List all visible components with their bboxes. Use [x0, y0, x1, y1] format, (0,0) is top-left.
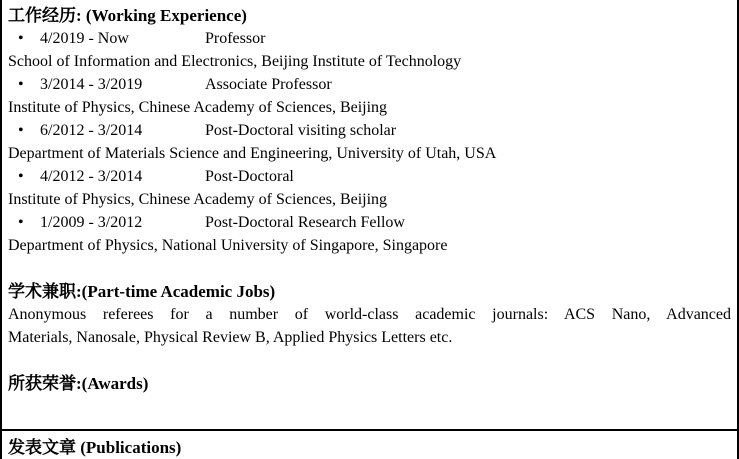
entry-date: 3/2014 - 3/2019: [40, 76, 143, 93]
entry-bullet: •: [18, 76, 24, 93]
parttime-jobs-heading: 学术兼职:(Part-time Academic Jobs): [8, 282, 276, 301]
experience-entry: [8, 73, 731, 96]
experience-entry: [8, 27, 731, 50]
entry-date: 4/2012 - 3/2014: [40, 168, 143, 185]
entry-title: Post-Doctoral visiting scholar: [205, 122, 397, 139]
entry-title: Post-Doctoral: [205, 168, 294, 185]
entry-organization: Department of Materials Science and Engineering, University of Utah, USA: [8, 145, 497, 162]
experience-entry: [8, 119, 731, 142]
awards-heading: 所获荣誉:(Awards): [8, 374, 149, 393]
entry-organization: Institute of Physics, Chinese Academy of Sciences, Beijing: [8, 99, 388, 116]
entry-date: 4/2019 - Now: [40, 30, 129, 47]
parttime-paragraph-line: Materials, Nanosale, Physical Review B, Applied Physics Letters etc.: [8, 329, 453, 346]
entry-bullet: •: [18, 214, 24, 231]
experience-entry: [8, 165, 731, 188]
entry-bullet: •: [18, 30, 24, 47]
entry-title: Post-Doctoral Research Fellow: [205, 214, 405, 231]
entry-date: 1/2009 - 3/2012: [40, 214, 143, 231]
entry-title: Associate Professor: [205, 76, 332, 93]
blank-line: [8, 257, 731, 280]
working-experience-heading: 工作经历: (Working Experience): [8, 6, 247, 25]
entry-organization: School of Information and Electronics, Beijing Institute of Technology: [8, 53, 462, 70]
experience-entry: [8, 211, 731, 234]
entry-bullet: •: [18, 122, 24, 139]
entry-organization: Department of Physics, National University of Singapore, Singapore: [8, 237, 448, 254]
entry-date: 6/2012 - 3/2014: [40, 122, 143, 139]
entry-title: Professor: [205, 30, 266, 47]
parttime-paragraph-line: Anonymous referees for a number of world-class academic journals: ACS Nano, Advanced: [8, 306, 731, 323]
publications-table-cell: [2, 431, 737, 459]
entry-bullet: •: [18, 168, 24, 185]
main-table-cell: [2, 0, 737, 431]
publications-heading: 发表文章 (Publications): [8, 438, 182, 457]
blank-line: [8, 349, 731, 372]
entry-organization: Institute of Physics, Chinese Academy of Sciences, Beijing: [8, 191, 388, 208]
